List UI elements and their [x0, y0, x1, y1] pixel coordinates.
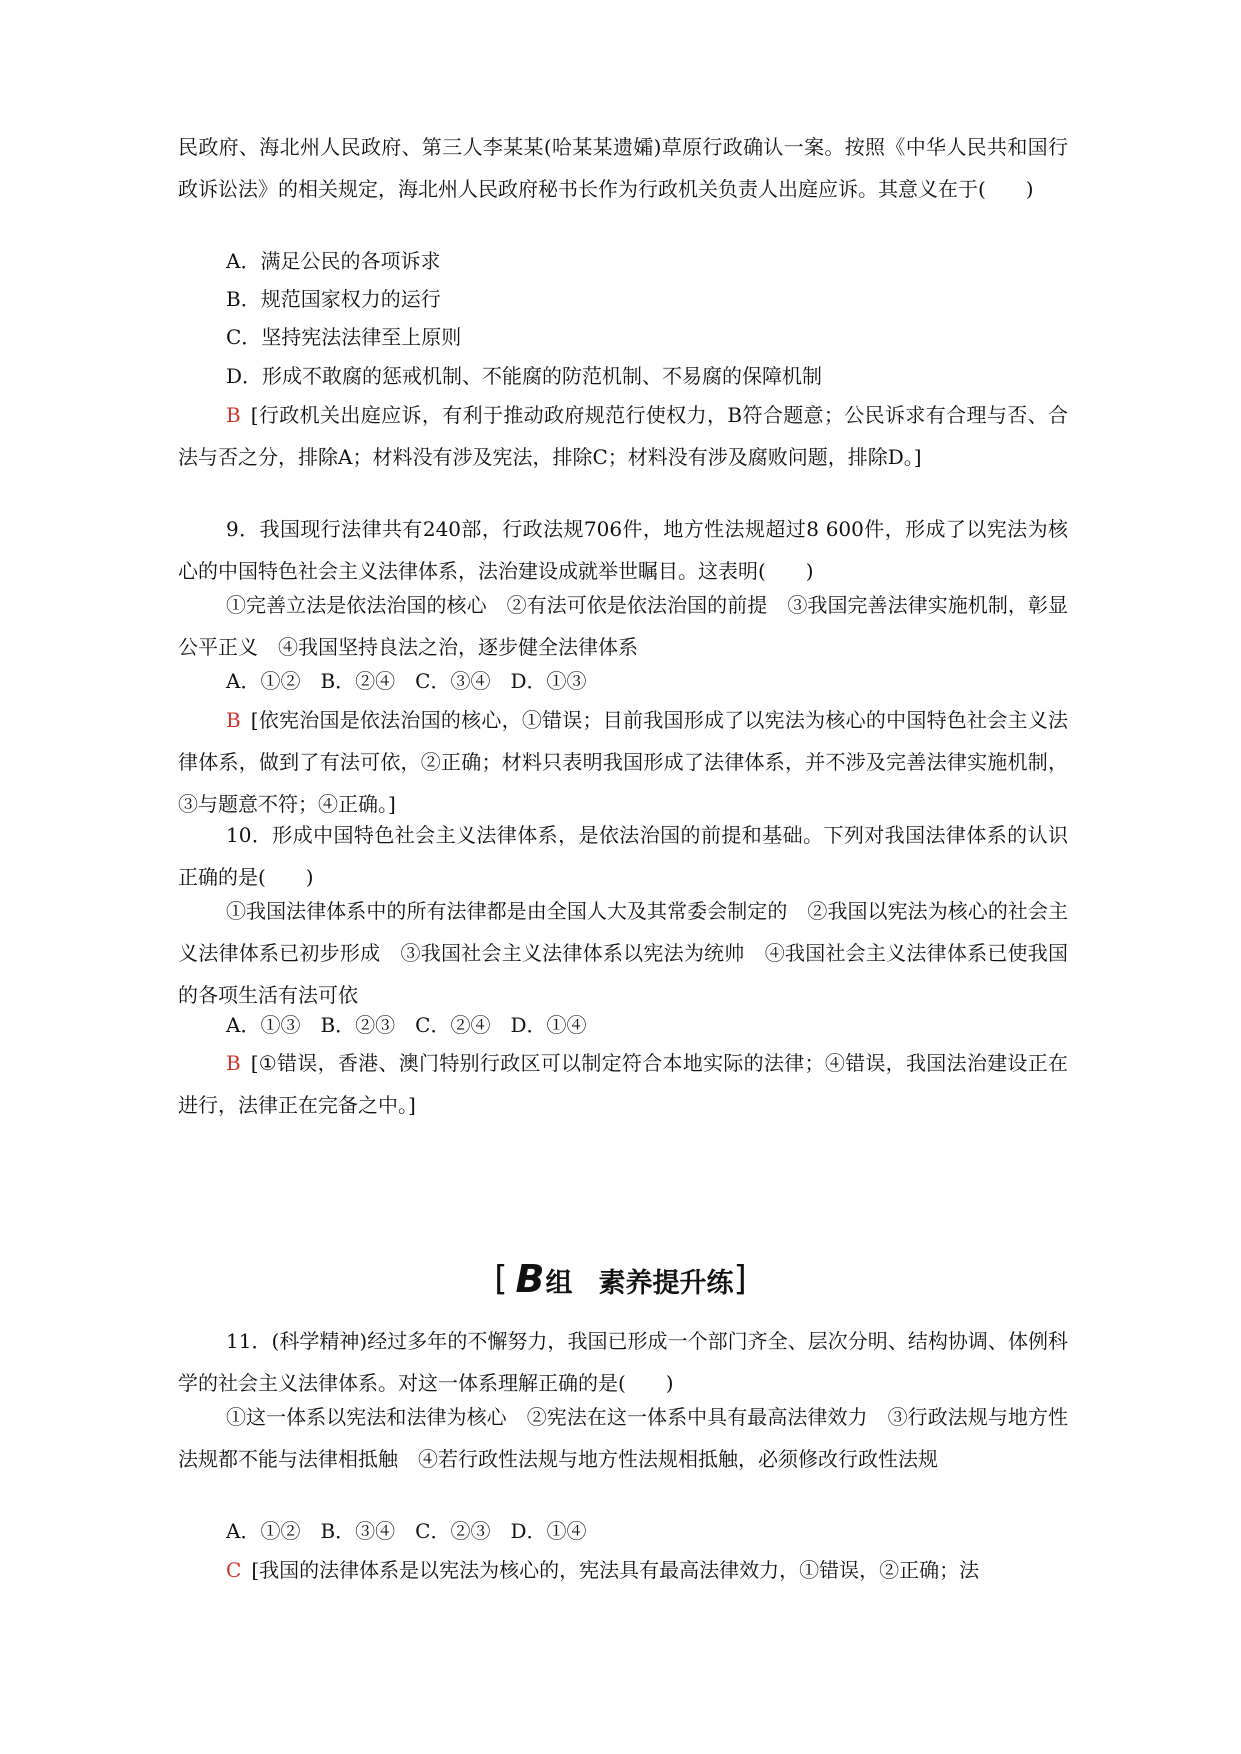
q11-statements: ①这一体系以宪法和法律为核心 ②宪法在这一体系中具有最高法律效力 ③行政法规与地方性法规都不能与法律相抵触 ④若行政性法规与地方性法规相抵触，必须修改行政性法规	[178, 1405, 1068, 1471]
q9-stem: 9．我国现行法律共有240部，行政法规706件，地方性法规超过8 600件，形成了以宪法为核心的中国特色社会主义法律体系，法治建设成就举世瞩目。这表明( )	[178, 517, 1068, 583]
section-letter: B	[515, 1257, 544, 1301]
section-group: 组	[545, 1268, 573, 1299]
q9-statements: ①完善立法是依法治国的核心 ②有法可依是依法治国的前提 ③我国完善法律实施机制，彰显公平正义 ④我国坚持良法之治，逐步健全法律体系	[178, 593, 1068, 659]
q9-answer	[178, 699, 1068, 825]
q8-option-d: D．形成不敢腐的惩戒机制、不能腐的防范机制、不易腐的保障机制	[226, 364, 823, 388]
section-title: 素养提升练	[598, 1268, 734, 1299]
q8-option-a: A．满足公民的各项诉求	[226, 249, 441, 273]
q9-options: A．①② B．②④ C．③④ D．①③	[226, 669, 587, 693]
q8-stem: 民政府、海北州人民政府、第三人李某某(哈某某遗孀)草原行政确认一案。按照《中华人民共和国行政诉讼法》的相关规定，海北州人民政府秘书长作为行政机关负责人出庭应诉。其意义在于( )	[178, 135, 1068, 201]
q9-answer-letter: B	[226, 708, 241, 732]
q10-answer	[178, 1042, 1068, 1126]
q8-option-c: C．坚持宪法法律至上原则	[226, 325, 462, 349]
q10-options: A．①③ B．②③ C．②④ D．①④	[226, 1013, 587, 1037]
q10-answer-letter: B	[226, 1051, 241, 1075]
q11-options: A．①② B．③④ C．②③ D．①④	[226, 1519, 587, 1543]
q8-answer	[178, 394, 1068, 478]
q11-answer-text: [我国的法律体系是以宪法为核心的，宪法具有最高法律效力，①错误，②正确；法	[251, 1558, 980, 1582]
section-close-bracket: ]	[733, 1259, 747, 1299]
q11-stem: 11．(科学精神)经过多年的不懈努力，我国已形成一个部门齐全、层次分明、结构协调、体例科学的社会主义法律体系。对这一体系理解正确的是( )	[178, 1329, 1068, 1395]
q8-answer-letter: B	[226, 403, 241, 427]
q10-stem: 10．形成中国特色社会主义法律体系，是依法治国的前提和基础。下列对我国法律体系的认识正确的是( )	[178, 823, 1068, 889]
q8-option-b: B．规范国家权力的运行	[226, 287, 441, 311]
q8-answer-text: [行政机关出庭应诉，有利于推动政府规范行使权力，B符合题意；公民诉求有合理与否、合法与否之分，排除A；材料没有涉及宪法，排除C；材料没有涉及腐败问题，排除D。]	[178, 403, 1068, 469]
section-open-bracket: [	[494, 1259, 508, 1299]
q10-answer-text: [①错误，香港、澳门特别行政区可以制定符合本地实际的法律；④错误，我国法治建设正在进行，法律正在完备之中。]	[178, 1051, 1068, 1117]
q11-answer-letter: C	[226, 1558, 242, 1582]
q11-answer	[178, 1549, 1068, 1591]
section-heading	[0, 1255, 1241, 1303]
q10-statements: ①我国法律体系中的所有法律都是由全国人大及其常委会制定的 ②我国以宪法为核心的社会主义法律体系已初步形成 ③我国社会主义法律体系以宪法为统帅 ④我国社会主义法律体系已使我国的各项生活有法可依	[178, 899, 1068, 1007]
q9-answer-text: [依宪治国是依法治国的核心，①错误；目前我国形成了以宪法为核心的中国特色社会主义法律体系，做到了有法可依，②正确；材料只表明我国形成了法律体系，并不涉及完善法律实施机制，③与题意不符；④正确。]	[178, 708, 1068, 816]
